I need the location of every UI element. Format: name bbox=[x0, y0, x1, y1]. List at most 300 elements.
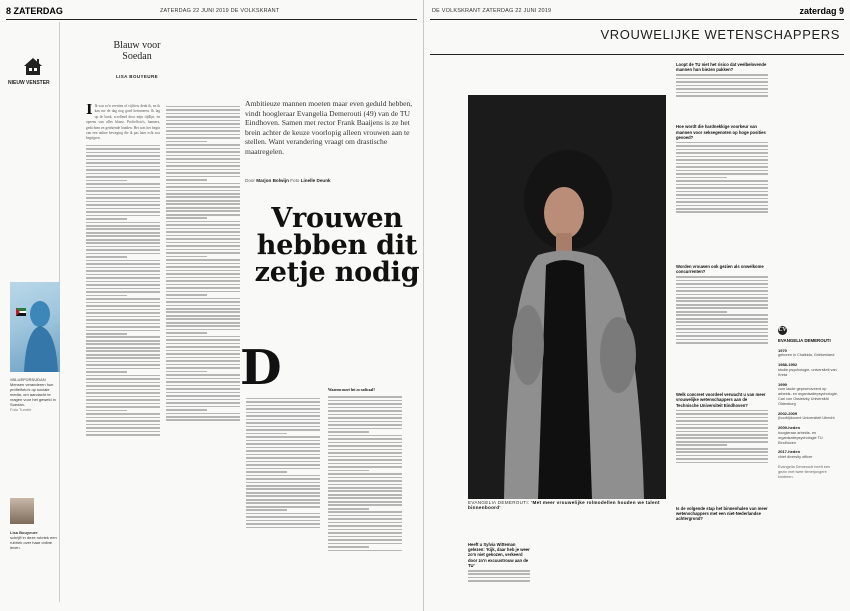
column-header bbox=[100, 40, 174, 79]
author-info bbox=[10, 530, 60, 550]
text-line bbox=[166, 325, 240, 327]
text-line bbox=[166, 343, 240, 345]
text-line bbox=[166, 144, 240, 146]
text-line bbox=[86, 326, 160, 328]
text-line bbox=[246, 516, 320, 518]
text-line bbox=[676, 304, 768, 306]
text-line bbox=[166, 200, 240, 202]
text-line bbox=[166, 270, 240, 272]
text-line bbox=[676, 325, 768, 327]
text-line bbox=[328, 525, 402, 527]
cv-event: 2009-heden hoogleraar arbeids- en organisatiepsychologie TU Eindhoven bbox=[778, 425, 823, 445]
text-line bbox=[328, 449, 402, 451]
text-line bbox=[676, 74, 768, 76]
text-line bbox=[246, 506, 320, 508]
text-line bbox=[166, 134, 240, 136]
text-line bbox=[328, 421, 402, 423]
text-line bbox=[166, 385, 240, 387]
text-line bbox=[676, 462, 768, 464]
text-line bbox=[166, 123, 240, 125]
text-line bbox=[86, 312, 160, 314]
text-line bbox=[328, 407, 402, 409]
text-line bbox=[86, 417, 160, 419]
text-line bbox=[86, 389, 160, 391]
text-line bbox=[86, 403, 160, 405]
column-lead-text: Ik was zo'n veertien of vijftien, denk ik, en ik kan me de dag nog goed herinneren. Ik lag op de bank, scrollend door mijn tijdlijn, en opeens was alles blauw. Profielfoto's, banners, gedichten en getekende handen. Het was het begin van een online beweging die ik pas later echt zou begrijpen. bbox=[86, 104, 160, 141]
text-line bbox=[166, 305, 240, 307]
text-line bbox=[166, 381, 240, 383]
text-line bbox=[246, 523, 320, 525]
text-line bbox=[328, 442, 402, 444]
text-line bbox=[166, 151, 240, 153]
text-line bbox=[166, 402, 240, 404]
text-line bbox=[166, 109, 240, 111]
text-line bbox=[246, 454, 320, 456]
text-line bbox=[246, 471, 287, 473]
body-text-lines bbox=[166, 106, 240, 421]
text-line bbox=[86, 162, 160, 164]
text-line bbox=[328, 410, 402, 412]
text-line bbox=[86, 197, 160, 199]
author-portrait bbox=[10, 498, 34, 524]
cv-footer: Evangelia Demerouti heeft een gezin met twee tienerjongere kinderen. bbox=[778, 464, 831, 479]
text-line bbox=[86, 392, 160, 394]
text-line bbox=[676, 276, 768, 278]
text-line bbox=[166, 284, 240, 286]
text-line bbox=[676, 420, 768, 422]
text-line bbox=[166, 291, 240, 293]
text-line bbox=[246, 485, 320, 487]
text-line bbox=[676, 297, 768, 299]
text-line bbox=[166, 308, 240, 310]
text-line bbox=[86, 194, 160, 196]
left-running-head bbox=[0, 0, 423, 30]
cv-event: 1999 cum laude gepromoveerd op arbeids- en organisatiepsychologie, Carl von Ossietzky Universität Oldenburg bbox=[778, 381, 838, 406]
text-line bbox=[328, 532, 402, 534]
text-line bbox=[166, 259, 240, 261]
text-line bbox=[676, 81, 768, 83]
text-line bbox=[86, 431, 160, 433]
text-line bbox=[328, 543, 402, 545]
text-line bbox=[86, 298, 160, 300]
text-line bbox=[166, 252, 240, 254]
text-line bbox=[86, 270, 160, 272]
text-line bbox=[166, 155, 240, 157]
text-line bbox=[246, 495, 320, 497]
text-line bbox=[86, 288, 160, 290]
text-line bbox=[166, 148, 240, 150]
text-line bbox=[166, 217, 207, 219]
text-line bbox=[86, 284, 160, 286]
text-line bbox=[166, 339, 240, 341]
text-line bbox=[86, 277, 160, 279]
text-line bbox=[676, 205, 768, 207]
text-line bbox=[166, 130, 240, 132]
text-line bbox=[166, 357, 240, 359]
text-line bbox=[86, 256, 127, 258]
text-line bbox=[86, 242, 160, 244]
left-page-number: 8 ZATERDAG bbox=[6, 6, 63, 16]
text-line bbox=[246, 513, 320, 515]
text-line bbox=[166, 242, 240, 244]
author-bio: schrijft in deze rubriek een rubriek over haar online leven. bbox=[10, 535, 57, 550]
text-line bbox=[86, 239, 160, 241]
text-line bbox=[86, 302, 160, 304]
cv-sidebar bbox=[778, 326, 840, 479]
hashtag-caption: #BLUEFORSUDAN bbox=[10, 377, 46, 382]
text-line bbox=[86, 246, 160, 248]
text-line bbox=[166, 413, 240, 415]
text-line bbox=[86, 323, 160, 325]
text-line bbox=[328, 417, 402, 419]
text-line bbox=[328, 459, 402, 461]
text-line bbox=[166, 169, 240, 171]
text-line bbox=[246, 440, 320, 442]
text-line bbox=[86, 208, 160, 210]
text-line bbox=[676, 149, 768, 151]
text-line bbox=[676, 170, 768, 172]
text-line bbox=[328, 484, 402, 486]
text-line bbox=[328, 438, 402, 440]
text-line bbox=[86, 263, 160, 265]
text-line bbox=[166, 245, 240, 247]
text-line bbox=[676, 300, 768, 302]
text-line bbox=[246, 443, 320, 445]
text-line bbox=[676, 335, 768, 337]
text-line bbox=[468, 570, 530, 572]
text-line bbox=[166, 322, 240, 324]
body-text-lines bbox=[468, 570, 530, 582]
text-line bbox=[166, 301, 240, 303]
text-line bbox=[676, 311, 727, 313]
body-text-lines bbox=[676, 276, 768, 344]
text-line bbox=[166, 399, 240, 401]
text-line bbox=[328, 452, 402, 454]
text-line bbox=[328, 539, 402, 541]
text-line bbox=[166, 360, 240, 362]
text-line bbox=[676, 88, 768, 90]
cv-event: 1970 geboren in Chalkida, Griekenland bbox=[778, 347, 835, 358]
text-line bbox=[676, 444, 727, 446]
text-line bbox=[676, 198, 768, 200]
text-line bbox=[246, 520, 320, 522]
text-line bbox=[86, 371, 127, 373]
text-line bbox=[676, 177, 727, 179]
text-line bbox=[676, 441, 768, 443]
text-line bbox=[166, 165, 240, 167]
text-line bbox=[328, 511, 402, 513]
text-line bbox=[676, 152, 768, 154]
cv-event: 2002-2009 (hoofd)docent Universiteit Utrecht bbox=[778, 410, 835, 421]
text-line bbox=[328, 487, 402, 489]
text-line bbox=[166, 263, 240, 265]
text-line bbox=[86, 215, 160, 217]
text-line bbox=[468, 580, 530, 582]
text-line bbox=[676, 145, 768, 147]
text-line bbox=[86, 427, 160, 429]
text-line bbox=[166, 318, 240, 320]
text-line bbox=[166, 120, 240, 122]
text-line bbox=[86, 357, 160, 359]
text-line bbox=[86, 267, 160, 269]
text-line bbox=[166, 176, 240, 178]
text-line bbox=[676, 332, 768, 334]
text-line bbox=[166, 364, 240, 366]
text-line bbox=[676, 451, 768, 453]
text-line bbox=[86, 305, 160, 307]
text-line bbox=[86, 309, 160, 311]
text-line bbox=[166, 137, 240, 139]
text-line bbox=[166, 256, 207, 258]
text-line bbox=[166, 106, 240, 108]
text-line bbox=[166, 395, 240, 397]
portrait-caption bbox=[468, 500, 666, 510]
qa-question: Worden vrouwen ook gezien als onwelkome concurrenten? bbox=[676, 263, 764, 274]
text-line bbox=[246, 447, 320, 449]
text-line bbox=[86, 350, 160, 352]
body-text-lines bbox=[328, 396, 402, 551]
text-line bbox=[328, 414, 402, 416]
article-body-1 bbox=[246, 396, 320, 606]
text-line bbox=[166, 186, 240, 188]
text-line bbox=[86, 222, 160, 224]
text-line bbox=[166, 203, 240, 205]
text-line bbox=[166, 214, 240, 216]
text-line bbox=[166, 280, 240, 282]
text-line bbox=[676, 180, 768, 182]
text-line bbox=[86, 410, 127, 412]
text-line bbox=[86, 180, 127, 182]
caption-name: EVANGELIA DEMEROUTI: bbox=[468, 500, 530, 505]
text-line bbox=[166, 409, 207, 411]
text-line bbox=[86, 424, 160, 426]
right-running-meta: DE VOLKSKRANT ZATERDAG 22 JUNI 2019 bbox=[432, 8, 552, 14]
text-line bbox=[246, 527, 320, 529]
text-line bbox=[166, 196, 240, 198]
text-line bbox=[86, 218, 127, 220]
article-headline: Vrouwen hebben dit zetje nodig bbox=[254, 203, 420, 288]
text-line bbox=[246, 492, 320, 494]
text-line bbox=[86, 232, 160, 234]
text-line bbox=[328, 396, 402, 398]
text-line bbox=[166, 294, 207, 296]
cv-event: 2017-heden chief diversity officer bbox=[778, 449, 813, 460]
text-line bbox=[328, 550, 402, 552]
text-line bbox=[166, 388, 240, 390]
text-line bbox=[166, 371, 207, 373]
text-line bbox=[166, 315, 240, 317]
portrait-photo bbox=[468, 95, 666, 499]
text-line bbox=[166, 193, 240, 195]
article-dropcap: D bbox=[240, 340, 282, 396]
text-line bbox=[676, 95, 768, 97]
text-line bbox=[166, 277, 240, 279]
right-running-head bbox=[424, 0, 850, 30]
text-line bbox=[246, 419, 320, 421]
body-text-lines bbox=[676, 410, 768, 464]
qa-question: Welk concreet voordeel verwacht u van meer vrouwelijke wetenschappers aan de Technische Universiteit Eindhoven? bbox=[676, 392, 766, 408]
body-text-lines bbox=[86, 145, 160, 436]
text-line bbox=[328, 445, 402, 447]
text-line bbox=[166, 162, 240, 164]
article-body-2 bbox=[328, 350, 402, 606]
text-line bbox=[86, 253, 160, 255]
text-line bbox=[328, 501, 402, 503]
text-line bbox=[328, 490, 402, 492]
text-line bbox=[86, 281, 160, 283]
text-line bbox=[86, 249, 160, 251]
text-line bbox=[166, 141, 207, 143]
text-line bbox=[676, 92, 768, 94]
text-line bbox=[86, 295, 127, 297]
text-line bbox=[328, 504, 402, 506]
text-line bbox=[676, 184, 768, 186]
right-page-number: zaterdag 9 bbox=[799, 6, 844, 16]
column-rubric: NIEUW VENSTER bbox=[8, 80, 50, 86]
text-line bbox=[86, 375, 160, 377]
text-line bbox=[676, 280, 768, 282]
text-line bbox=[676, 448, 768, 450]
text-line bbox=[328, 497, 402, 499]
text-line bbox=[246, 478, 320, 480]
text-line bbox=[166, 367, 240, 369]
text-line bbox=[86, 364, 160, 366]
text-line bbox=[328, 424, 402, 426]
text-line bbox=[246, 488, 320, 490]
text-line bbox=[166, 329, 240, 331]
qa-question: Loopt de TU niet het risico dat veelbelovende mannen hun biezen pakken? bbox=[676, 62, 767, 73]
text-line bbox=[328, 403, 402, 405]
text-line bbox=[86, 361, 160, 363]
text-line bbox=[86, 204, 160, 206]
text-line bbox=[328, 536, 402, 538]
text-line bbox=[86, 340, 160, 342]
text-line bbox=[166, 374, 240, 376]
header-rule-right bbox=[430, 19, 844, 20]
text-line bbox=[166, 224, 240, 226]
text-line bbox=[246, 436, 320, 438]
text-line bbox=[86, 330, 160, 332]
text-line bbox=[86, 274, 160, 276]
text-line bbox=[246, 408, 320, 410]
text-line bbox=[166, 406, 240, 408]
text-line bbox=[676, 417, 768, 419]
house-window-icon bbox=[22, 56, 44, 76]
text-line bbox=[676, 194, 768, 196]
text-line bbox=[676, 85, 768, 87]
text-line bbox=[676, 437, 768, 439]
text-line bbox=[86, 225, 160, 227]
text-line bbox=[246, 429, 320, 431]
text-line bbox=[246, 401, 320, 403]
text-line bbox=[86, 399, 160, 401]
text-line bbox=[166, 235, 240, 237]
text-line bbox=[166, 207, 240, 209]
text-line bbox=[86, 190, 160, 192]
info-icon: CV bbox=[778, 327, 787, 333]
text-line bbox=[246, 457, 320, 459]
text-line bbox=[676, 339, 768, 341]
text-line bbox=[166, 172, 240, 174]
text-line bbox=[676, 156, 768, 158]
text-line bbox=[166, 311, 240, 313]
text-line bbox=[166, 416, 240, 418]
text-line bbox=[676, 78, 768, 80]
text-line bbox=[166, 183, 240, 185]
text-line bbox=[676, 427, 768, 429]
text-line bbox=[676, 455, 768, 457]
text-line bbox=[328, 480, 402, 482]
text-line bbox=[86, 378, 160, 380]
text-line bbox=[86, 148, 160, 150]
text-line bbox=[166, 346, 240, 348]
text-line bbox=[86, 336, 160, 338]
text-line bbox=[86, 319, 160, 321]
text-line bbox=[246, 426, 320, 428]
author-name: Lisa Bouyeure bbox=[10, 530, 38, 535]
text-line bbox=[246, 461, 320, 463]
text-line bbox=[676, 307, 768, 309]
bottom-col-1 bbox=[468, 512, 530, 584]
text-line bbox=[328, 435, 402, 437]
text-line bbox=[86, 354, 160, 356]
text-line bbox=[166, 238, 240, 240]
text-line bbox=[246, 482, 320, 484]
text-line bbox=[676, 287, 768, 289]
text-line bbox=[166, 273, 240, 275]
text-line bbox=[166, 127, 240, 129]
text-line bbox=[328, 494, 402, 496]
text-line bbox=[676, 290, 768, 292]
text-line bbox=[468, 577, 530, 579]
text-line bbox=[328, 463, 402, 465]
text-line bbox=[246, 405, 320, 407]
text-line bbox=[86, 333, 127, 335]
section-title: VROUWELIJKE WETENSCHAPPERS bbox=[600, 27, 840, 42]
text-line bbox=[166, 231, 240, 233]
text-line bbox=[166, 221, 240, 223]
text-line bbox=[86, 152, 160, 154]
text-line bbox=[86, 187, 160, 189]
header-rule bbox=[6, 19, 417, 20]
text-line bbox=[328, 466, 402, 468]
article-credits: Door Marjon Bolwijn Foto Linelle Deunk bbox=[245, 178, 331, 183]
text-line bbox=[246, 464, 320, 466]
body-text-lines bbox=[246, 398, 320, 529]
text-line bbox=[328, 477, 402, 479]
text-line bbox=[86, 406, 160, 408]
text-line bbox=[676, 424, 768, 426]
article-intro: Ambitieuze mannen moeten maar even geduld hebben, vindt hoogleraar Evangelia Demerouti (49) van de TU Eindhoven. Samen met rector Frank Baaijens is ze het brein achter de keuze voorlopig alleen vrouwen aan te stellen. Want verandering vraagt om drastische maatregelen. bbox=[245, 99, 413, 156]
text-line bbox=[246, 398, 320, 400]
text-line bbox=[246, 475, 320, 477]
column-body-2 bbox=[166, 104, 240, 604]
text-line bbox=[166, 353, 240, 355]
text-line bbox=[166, 336, 240, 338]
text-line bbox=[676, 159, 768, 161]
text-line bbox=[676, 314, 768, 316]
text-line bbox=[86, 201, 160, 203]
text-line bbox=[328, 522, 402, 524]
text-line bbox=[86, 183, 160, 185]
text-line bbox=[676, 163, 768, 165]
text-line bbox=[246, 502, 320, 504]
photo-caption-text: Mensen veranderen hun profielfoto's op sociale media, om aandacht te vragen voor het geweld in Soedan. bbox=[10, 382, 56, 407]
cv-name: EVANGELIA DEMEROUTI bbox=[778, 338, 831, 343]
text-line bbox=[246, 422, 320, 424]
photo-caption-block bbox=[10, 377, 60, 412]
text-line bbox=[86, 347, 160, 349]
